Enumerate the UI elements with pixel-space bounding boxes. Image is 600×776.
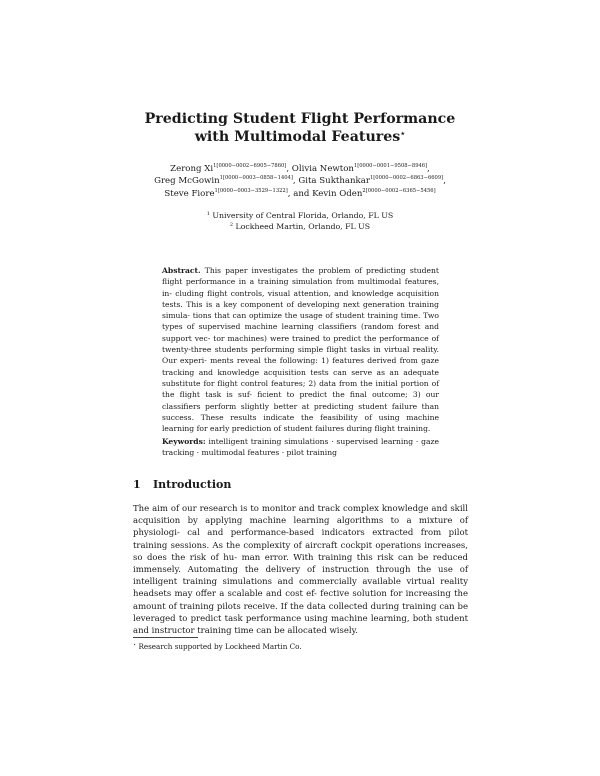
- intro-line: man error. With training this risk can be reduced immensely. Automating the: [133, 552, 468, 576]
- keywords-line: intelligent training simulations · supervised learning · gaze: [208, 437, 439, 446]
- abstract-line: flight performance in a training simulation from multimodal features, in-: [162, 277, 439, 298]
- affiliation-number: 1: [206, 211, 210, 217]
- abstract-line: This paper investigates the problem of predicting student: [204, 266, 439, 275]
- abstract-label: Abstract.: [162, 266, 201, 275]
- author-name: Gita Sukthankar: [298, 176, 370, 187]
- intro-line: The aim of our research is to monitor and track complex knowledge and skill: [133, 504, 468, 514]
- abstract-line: ficient to predict the final outcome; 3) our classifiers perform slightly: [162, 390, 440, 411]
- author-name: Kevin Oden: [312, 188, 363, 199]
- abstract-line: This is a key component of developing next generation training simula-: [162, 299, 439, 321]
- abstract-line: ments reveal the following: 1) features derived from gaze tracking and: [162, 356, 439, 377]
- paper-title: [0, 110, 600, 146]
- author-orcid: 1[0000−0001−9508−8946]: [353, 163, 428, 169]
- abstract-line: cluding flight controls, visual attention, and knowledge acquisition tests.: [162, 288, 439, 309]
- author-name: Olivia Newton: [291, 164, 354, 174]
- intro-line: commercially available virtual reality headsets may offer a scalable and cost ef-: [133, 577, 469, 600]
- affiliation: [0, 221, 600, 232]
- abstract-line: tor machines) were trained to predict the performance of twenty-three: [162, 333, 439, 355]
- keywords: [162, 436, 439, 459]
- keywords-label: Keywords:: [162, 437, 206, 446]
- intro-line: machine learning, both student and instructor training time can be allocated: [133, 613, 469, 637]
- abstract-line: tions that can optimize the usage of student training time. Two types of: [162, 311, 439, 332]
- keywords-line: tracking · multimodal features · pilot training: [162, 448, 337, 458]
- abstract-line: the feasibility of using machine learning for early prediction of student: [162, 412, 439, 434]
- abstract-line: failures during flight training.: [315, 424, 431, 434]
- intro-line: wisely.: [329, 626, 358, 637]
- section-title: Introduction: [153, 478, 232, 491]
- intro-line: acquisition by applying machine learning algorithms to a mixture of physiologi-: [133, 516, 468, 539]
- footnote-rule: [133, 637, 198, 638]
- author-orcid: 1[0000−0002−6905−7860]: [213, 163, 287, 169]
- section-heading: [133, 478, 231, 491]
- affiliation-number: 2: [229, 222, 234, 228]
- abstract-line: students performing simple flight tasks in virtual reality. Our experi-: [162, 345, 439, 366]
- abstract-line: supervised machine learning classifiers (random forest and support vec-: [162, 322, 439, 343]
- intro-line: cal and performance-based indicators extracted from pilot training sessions. As: [133, 528, 468, 551]
- intro-line: delivery of instruction through the use of intelligent training simulations and: [133, 565, 468, 588]
- title-footnote-mark: ⋆: [400, 128, 406, 138]
- author-name: Steve Fiore: [164, 188, 215, 199]
- abstract-line: better at predicting student failure than success. These results indicate: [162, 401, 439, 422]
- intro-line: the complexity of aircraft cockpit operations increases, so does the risk of hu-: [133, 540, 468, 563]
- intro-line: collected during training can be leveraged to predict task performance using: [133, 601, 468, 624]
- title-line-1: Predicting Student Flight Performance: [144, 111, 456, 127]
- affiliation: [0, 210, 600, 221]
- author-line-2: Greg McGowin$^{1[0000-0003-0858-1404]}$, Gita Sukthankar$^{1[0000-0002-6863-6609]}$,: [154, 175, 446, 187]
- author-line-1: Zerong $Xi^{1[0000-0002-6905-7860]}$, Olivia Newton$^{1[0000-0001-9508-8946]}$,: [170, 163, 430, 174]
- title-line-2-text: with Multimodal Features: [194, 129, 401, 145]
- author-name: Greg McGowin: [154, 176, 220, 187]
- title-line-2: [0, 128, 600, 146]
- intro-paragraph: [133, 503, 468, 637]
- author-list: [0, 163, 600, 200]
- footnote-text: Research supported by Lockheed Martin Co.: [138, 642, 302, 651]
- author-orcid: 1[0000−0003−3529−1322]: [214, 187, 288, 194]
- author-line-3: Steve Fiore$^{1[0000-0003-3529-1322]}$, and Kevin Oden$^{2[0000-0002-6365-5456]}$: [164, 187, 436, 199]
- author-orcid: 1[0000−0003−0858−1404]: [219, 175, 293, 182]
- abstract-line: control features; 2) data from the initial portion of the flight task is suf-: [162, 378, 440, 400]
- footnote: [133, 642, 302, 652]
- affiliation-text: Lockheed Martin, Orlando, FL US: [235, 222, 371, 231]
- author-orcid: 2[0000−0002−6365−5456]: [362, 187, 436, 194]
- abstract: [162, 265, 439, 434]
- footnote-mark: ⋆: [133, 642, 137, 648]
- author-orcid: 1[0000−0002−6863−6609]: [369, 175, 444, 182]
- affiliation-text: University of Central Florida, Orlando, FL US: [212, 211, 394, 220]
- abstract-line: knowledge acquisition tests can serve as an adequate substitute for flight: [162, 367, 440, 388]
- intro-line: fective solution for increasing the amount of training pilots receive. If the data: [133, 589, 468, 612]
- author-name: Zerong Xi: [170, 164, 214, 174]
- affiliations: [0, 210, 600, 232]
- section-number: 1: [133, 478, 141, 491]
